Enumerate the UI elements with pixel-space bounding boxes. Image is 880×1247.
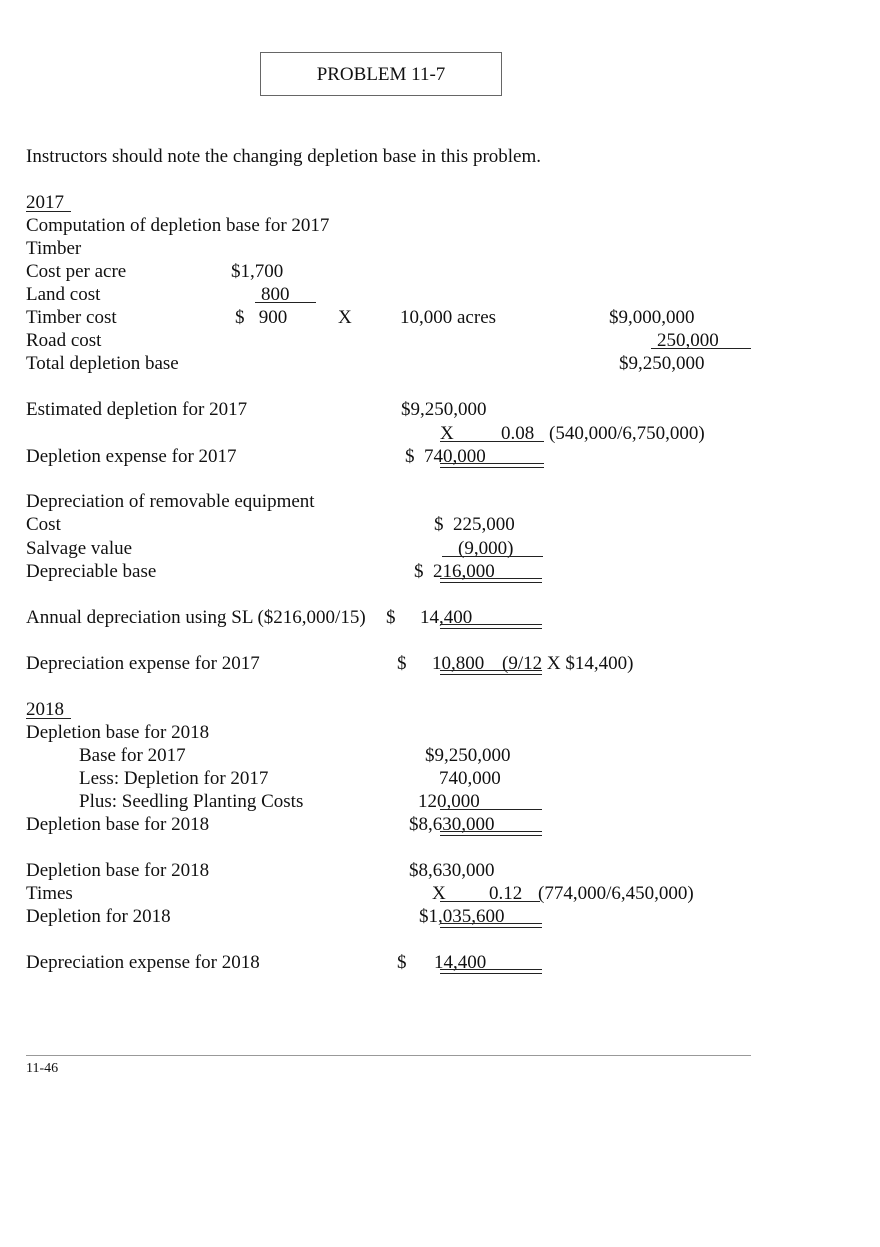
salvage-value: (9,000) bbox=[458, 538, 514, 559]
plus-seedling-value: 120,000 bbox=[418, 791, 480, 812]
road-cost-label: Road cost bbox=[26, 330, 102, 351]
depreciation-expense-2018-label: Depreciation expense for 2018 bbox=[26, 952, 260, 973]
depreciable-base-double-underline bbox=[440, 578, 542, 583]
depletion-2018-double-underline bbox=[440, 923, 542, 928]
cost-per-acre-value: $1,700 bbox=[231, 261, 284, 282]
less-depletion-value: 740,000 bbox=[439, 768, 501, 789]
depletion-base-2018-value-b: $8,630,000 bbox=[409, 860, 495, 881]
depletion-base-2018-label: Depletion base for 2018 bbox=[26, 814, 210, 835]
equipment-cost-label: Cost bbox=[26, 514, 61, 535]
depreciation-expense-2017-label: Depreciation expense for 2017 bbox=[26, 653, 260, 674]
timber-label: Timber bbox=[26, 238, 82, 259]
est-depletion-label: Estimated depletion for 2017 bbox=[26, 399, 248, 420]
year-2018-underline bbox=[26, 718, 71, 719]
land-cost-label: Land cost bbox=[26, 284, 101, 305]
equipment-cost-value: $ 225,000 bbox=[434, 514, 515, 535]
annual-depreciation-dollar: $ bbox=[386, 607, 396, 628]
footer-divider bbox=[26, 1055, 751, 1056]
depreciation-expense-2017-value: 10,800 bbox=[432, 653, 485, 674]
total-base-label: Total depletion base bbox=[26, 353, 179, 374]
timber-cost-label: Timber cost bbox=[26, 307, 117, 328]
problem-title: PROBLEM 11-7 bbox=[260, 52, 502, 96]
rate-2017-underline bbox=[440, 441, 544, 442]
cost-per-acre-label: Cost per acre bbox=[26, 261, 127, 282]
rate-2017-x: X bbox=[440, 423, 454, 444]
annual-depreciation-double-underline bbox=[440, 624, 542, 629]
depletion-base-2018-value: $8,630,000 bbox=[409, 814, 495, 835]
depreciation-expense-2017-calc: (9/12 X $14,400) bbox=[502, 653, 634, 674]
depletion-2018-label: Depletion for 2018 bbox=[26, 906, 171, 927]
plus-seedling-label: Plus: Seedling Planting Costs bbox=[79, 791, 304, 812]
road-cost-underline bbox=[651, 348, 751, 349]
timber-cost-value: $ 900 bbox=[235, 307, 288, 328]
annual-depreciation-value: 14,400 bbox=[420, 607, 473, 628]
year-2017-heading: 2017 bbox=[26, 192, 64, 213]
times-label: Times bbox=[26, 883, 73, 904]
base-2017-value: $9,250,000 bbox=[425, 745, 511, 766]
rate-2018-x: X bbox=[432, 883, 446, 904]
depreciable-base-value: $ 216,000 bbox=[414, 561, 495, 582]
year-2017-underline bbox=[26, 211, 71, 212]
depletion-expense-2017-double-underline bbox=[440, 463, 544, 468]
land-cost-value: 800 bbox=[261, 284, 290, 305]
depletion-base-heading-2017: Computation of depletion base for 2017 bbox=[26, 215, 330, 236]
depreciation-expense-2017-dollar: $ bbox=[397, 653, 407, 674]
depletion-base-2018-label-b: Depletion base for 2018 bbox=[26, 860, 210, 881]
annual-depreciation-label: Annual depreciation using SL ($216,000/15) bbox=[26, 607, 366, 628]
depreciation-expense-2018-dollar: $ bbox=[397, 952, 407, 973]
intro-text: Instructors should note the changing depletion base in this problem. bbox=[26, 146, 542, 167]
depletion-2018-value: $1,035,600 bbox=[419, 906, 505, 927]
rate-2018-underline bbox=[440, 901, 540, 902]
est-depletion-value: $9,250,000 bbox=[401, 399, 487, 420]
rate-2017-calc: (540,000/6,750,000) bbox=[549, 423, 705, 444]
year-2018-heading: 2018 bbox=[26, 699, 64, 720]
road-cost-value: 250,000 bbox=[657, 330, 719, 351]
plus-seedling-underline bbox=[440, 809, 542, 810]
total-base-value: $9,250,000 bbox=[619, 353, 705, 374]
land-cost-underline bbox=[255, 302, 316, 303]
salvage-underline bbox=[442, 556, 543, 557]
rate-2017-value: 0.08 bbox=[501, 423, 535, 444]
base-2017-label: Base for 2017 bbox=[79, 745, 186, 766]
less-depletion-label: Less: Depletion for 2017 bbox=[79, 768, 269, 789]
depreciation-expense-2017-double-underline bbox=[440, 670, 542, 675]
acres-value: 10,000 acres bbox=[400, 307, 497, 328]
depletion-expense-2017-value: $ 740,000 bbox=[405, 446, 486, 467]
depreciation-expense-2018-value: 14,400 bbox=[434, 952, 487, 973]
rate-2018-calc: (774,000/6,450,000) bbox=[538, 883, 694, 904]
equipment-heading: Depreciation of removable equipment bbox=[26, 491, 315, 512]
depreciable-base-label: Depreciable base bbox=[26, 561, 157, 582]
times-sign: X bbox=[338, 307, 352, 328]
depletion-base-2018-double-underline bbox=[440, 831, 542, 836]
depletion-base-heading-2018: Depletion base for 2018 bbox=[26, 722, 210, 743]
page-number: 11-46 bbox=[26, 1061, 59, 1076]
depreciation-expense-2018-double-underline bbox=[440, 969, 542, 974]
timber-total-value: $9,000,000 bbox=[609, 307, 695, 328]
rate-2018-value: 0.12 bbox=[489, 883, 523, 904]
depletion-expense-2017-label: Depletion expense for 2017 bbox=[26, 446, 237, 467]
salvage-label: Salvage value bbox=[26, 538, 133, 559]
